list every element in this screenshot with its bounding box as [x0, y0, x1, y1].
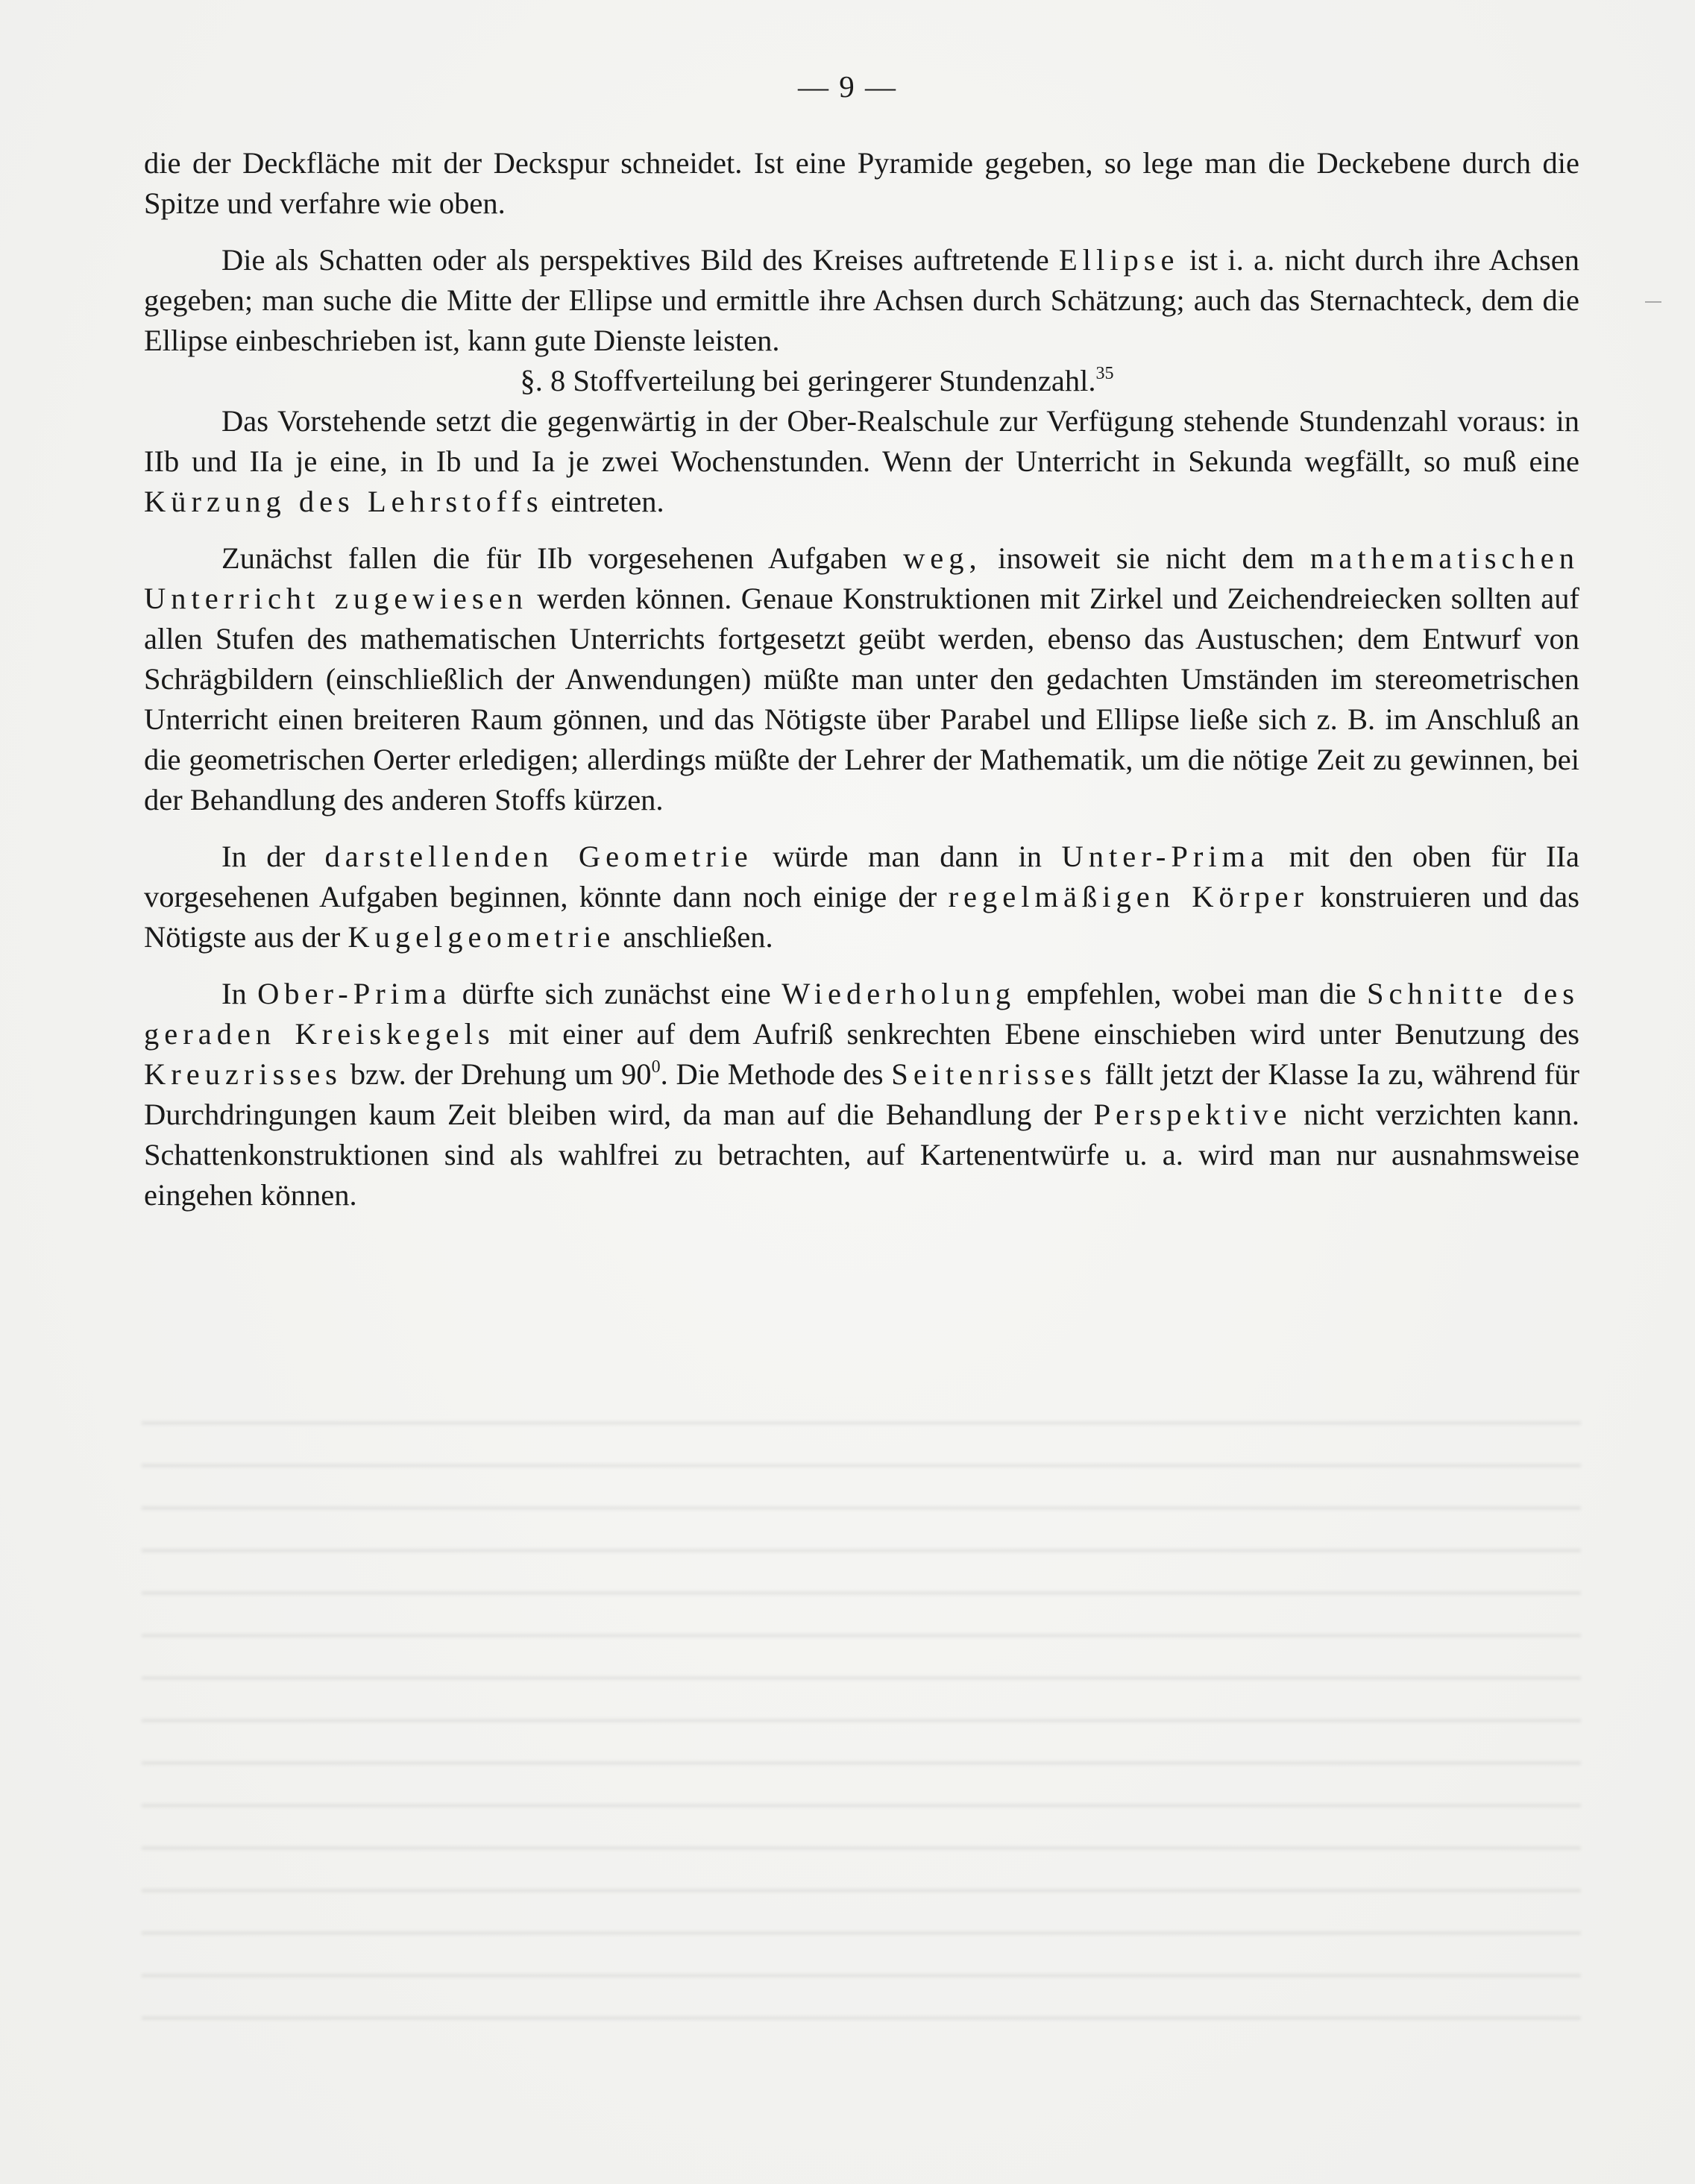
spaced-term: Wiederholung	[782, 977, 1016, 1010]
spaced-term: mathematischen Unterricht zugewiesen	[144, 541, 1579, 615]
spaced-term: Kreuzrisses	[144, 1057, 342, 1091]
spaced-term: Ober-Prima	[257, 977, 452, 1010]
footnote-marker: 35	[1095, 364, 1114, 383]
spaced-term: Ellipse	[1059, 243, 1180, 277]
spaced-term: Seitenrisses	[891, 1057, 1097, 1091]
spaced-term: regelmäßigen Körper	[948, 880, 1309, 913]
page-number: — 9 —	[798, 69, 897, 104]
margin-mark	[1645, 301, 1661, 303]
paragraph-6: In Ober-Prima dürfte sich zunächst eine Wiederholung empfehlen, wobei man die Schnitte des geraden Kreiskegels mit einer auf dem Aufriß senkrechten Ebene einschieben wird unter Benutzung des Kreuzrisses bzw. der Drehung um $90^0$. Die Methode des Seitenrisses fällt jetzt der Klasse Ia zu, während für Durchdringungen kaum Zeit bleiben wird, da man auf die Behandlung der Perspektive nicht verzichten kann. Schattenkonstruktionen sind als wahlfrei zu betrachten, auf Kartenentwürfe u. a. wird man nur ausnahmsweise eingehen können.	[144, 977, 1580, 1212]
spaced-term: Schnitte des geraden Kreiskegels	[144, 977, 1579, 1051]
bleed-through-texture	[142, 1402, 1581, 2043]
spaced-term: darstellenden Geometrie	[324, 840, 753, 873]
body-text	[144, 143, 1579, 1215]
spaced-term: Unter-Prima	[1061, 840, 1270, 873]
paragraph-1: die der Deckfläche mit der Deckspur schneidet. Ist eine Pyramide gegeben, so lege man die Deckebene durch die Spitze und verfahre wie oben.	[144, 146, 1579, 220]
paragraph-2: Die als Schatten oder als perspektives Bild des Kreises auftretende Ellipse ist i. a. nicht durch ihre Achsen gegeben; man suche die Mitte der Ellipse und ermittle ihre Achsen durch Schätzung; auch das Sternachteck, dem die Ellipse einbeschrieben ist, kann gute Dienste leisten.	[144, 243, 1579, 357]
section-heading: §. 8 Stoffverteilung bei geringerer Stundenzahl.$^{35}$	[520, 364, 1114, 397]
spaced-term: Kugelgeometrie	[348, 920, 616, 954]
degree-marker: 0	[651, 1057, 661, 1077]
spaced-term: weg,	[903, 541, 982, 575]
spaced-term: Perspektive	[1093, 1098, 1292, 1131]
paragraph-3: Das Vorstehende setzt die gegenwärtig in der Ober-Realschule zur Verfügung stehende Stundenzahl voraus: in IIb und IIa je eine, in Ib und Ia je zwei Wochenstunden. Wenn der Unterricht in Sekunda wegfällt, so muß eine Kürzung des Lehrstoffs eintreten.	[144, 404, 1579, 518]
spaced-term: Kürzung des Lehrstoffs	[144, 485, 544, 518]
paragraph-5: In der darstellenden Geometrie würde man dann in Unter-Prima mit den oben für IIa vorgesehenen Aufgaben beginnen, könnte dann noch einige der regelmäßigen Körper konstruieren und das Nötigste aus der Kugelgeometrie anschließen.	[144, 840, 1579, 954]
paragraph-4: Zunächst fallen die für IIb vorgesehenen Aufgaben weg, insoweit sie nicht dem mathematischen Unterricht zugewiesen werden können. Genaue Konstruktionen mit Zirkel und Zeichendreiecken sollten auf allen Stufen des mathematischen Unterrichts fortgesetzt geübt werden, ebenso das Austuschen; dem Entwurf von Schrägbildern (einschließlich der Anwendungen) müßte man unter den gedachten Umständen im stereometrischen Unterricht einen breiteren Raum gönnen, und das Nötigste über Parabel und Ellipse ließe sich z. B. im Anschluß an die geometrischen Oerter erledigen; allerdings müßte der Lehrer der Mathematik, um die nötige Zeit zu gewinnen, bei der Behandlung des anderen Stoffs kürzen.	[144, 541, 1579, 816]
